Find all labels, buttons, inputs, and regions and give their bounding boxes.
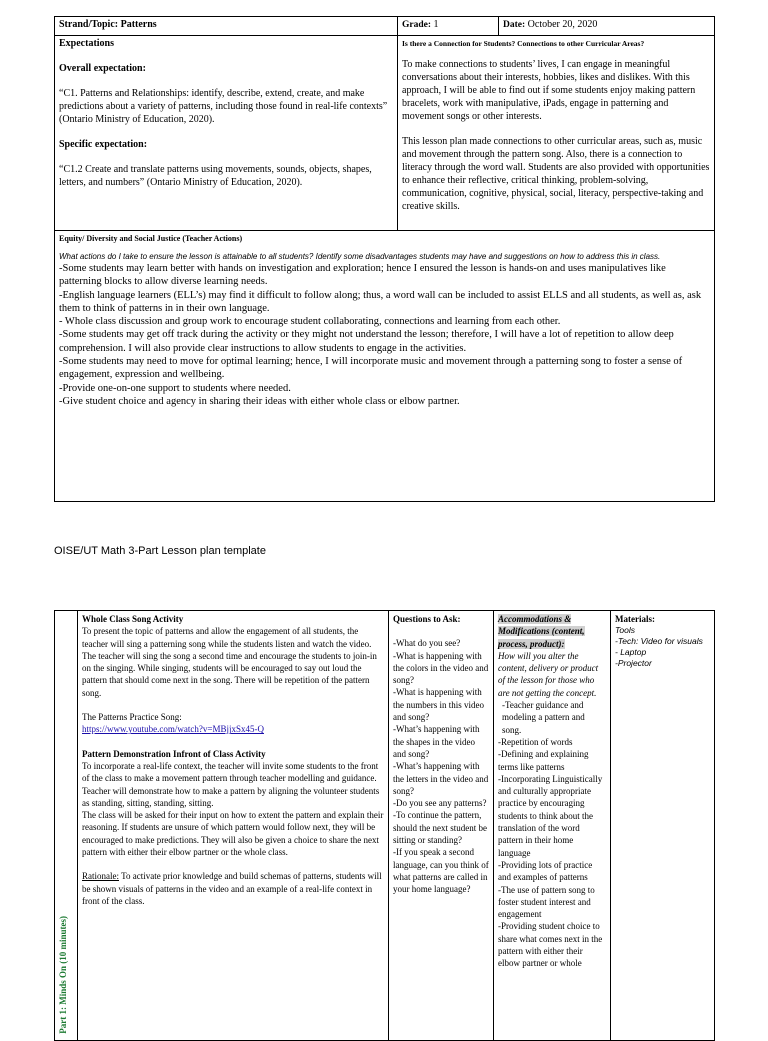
connections-cell bbox=[398, 36, 715, 231]
question-item: -What’s happening with the letters in the video and song? bbox=[393, 761, 489, 796]
song-activity-para-1: To present the topic of patterns and allow the engagement of all students, the teacher will sing a patterning song while the students listen and watch the video. bbox=[82, 626, 372, 649]
questions-heading: Questions to Ask: bbox=[393, 614, 461, 624]
material-item: -Projector bbox=[615, 658, 652, 669]
song-activity-heading: Whole Class Song Activity bbox=[82, 614, 184, 624]
template-title: OISE/UT Math 3-Part Lesson plan template bbox=[54, 545, 266, 557]
demo-activity-heading: Pattern Demonstration Infront of Class Activity bbox=[82, 748, 266, 759]
accommodations-heading: Accommodations & Modifications (content, process, product): bbox=[498, 614, 585, 649]
questions-cell bbox=[389, 611, 494, 1041]
connections-para-2: This lesson plan made connections to other curricular areas, such as, music and movement through the pattern song. Also, there is a connection to literacy through the word wall. Students are also provided with opportunities to enhance their reflective, critical thinking, problem-solving, communication, cognitive, physical, social, literacy, perspective-taking and creative skills. bbox=[402, 136, 710, 212]
connections-para-1: To make connections to students’ lives, I can engage in meaningful conversations about their interests, hobbies, likes and dislikes. With this approach, I will be able to find out if some students enjoy making pattern bracelets, work with manipulative, iPads, engage in patterning and movement songs or other interests. bbox=[402, 59, 696, 122]
accommodation-item: -Defining and explaining terms like patterns bbox=[498, 749, 589, 772]
grade-value: 1 bbox=[433, 19, 439, 30]
question-item: -What is happening with the numbers in this video and song? bbox=[393, 687, 484, 723]
song-activity-para-2: The teacher will sing the song a second time and encourage the students to join-in on the singing. While singing, students will be encouraged to say out loud the pattern that should come next in the song. There will be repetition of the pattern song. bbox=[82, 650, 377, 698]
equity-heading: Equity/ Diversity and Social Justice (Teacher Actions) bbox=[59, 234, 243, 243]
question-item: -What is happening with the colors in the video and song? bbox=[393, 650, 489, 686]
accommodation-item: -Providing student choice to share what comes next in the pattern with either their elbow partner or whole bbox=[498, 921, 603, 969]
rationale-label: Rationale: bbox=[82, 871, 119, 882]
accommodation-item: -Incorporating Linguistically and culturally appropriate practice by encouraging students to think about the translation of the word pattern in their home language bbox=[498, 773, 603, 858]
grade-cell bbox=[398, 17, 499, 36]
accommodation-item: -The use of pattern song to foster student interest and engagement bbox=[498, 884, 595, 920]
materials-cell bbox=[611, 611, 715, 1041]
rationale-text bbox=[82, 870, 384, 907]
question-item: -What’s happening with the shapes in the video and song? bbox=[393, 724, 480, 759]
activity-cell bbox=[78, 611, 389, 1041]
connections-question: Is there a Connection for Students? Connections to other Curricular Areas? bbox=[402, 39, 645, 48]
song-label: The Patterns Practice Song: bbox=[82, 712, 182, 723]
song-link[interactable]: https://www.youtube.com/watch?v=MBjjxSx45-Q bbox=[82, 724, 264, 735]
accommodations-question: How will you alter the content, delivery or product of the lesson for those who are not getting the concept. bbox=[498, 650, 599, 698]
lesson-info-table bbox=[54, 16, 715, 502]
part-1-label: Part 1: Minds On (10 minutes) bbox=[58, 916, 68, 1034]
accommodation-item: -Providing lots of practice and examples of patterns bbox=[498, 859, 593, 883]
strand-topic-label: Strand/Topic: Patterns bbox=[59, 19, 157, 30]
demo-activity-para-3: The class will be asked for their input on how to extent the pattern and explain their reasoning. If students are unsure of which pattern would follow next, they will be encouraged to make predictions. They will also be given a choice to share the next pattern with either their elbow partner or the whole class. bbox=[82, 810, 384, 858]
rationale-body: To activate prior knowledge and build schemas of patterns, students will be shown visuals of patterns in the video and an example of a real-life context in front of the class. bbox=[82, 871, 382, 906]
expectations-heading: Expectations bbox=[59, 38, 114, 49]
strand-topic-cell bbox=[55, 17, 398, 36]
specific-expectation-text: “C1.2 Create and translate patterns using movements, sounds, objects, shapes, letters, and numbers” (Ontario Ministry of Education, 2020). bbox=[59, 164, 372, 188]
equity-question: What actions do I take to ensure the lesson is attainable to all students? Identify some disadvantages students may have and suggestions on how to address this in class. bbox=[59, 252, 661, 261]
equity-point: -Provide one-on-one support to students where needed. bbox=[59, 382, 291, 394]
equity-point: -Give student choice and agency in sharing their ideas with either whole class or elbow partner. bbox=[59, 395, 460, 407]
lesson-part-table bbox=[54, 610, 715, 1041]
expectations-cell bbox=[55, 36, 398, 231]
accommodations-cell bbox=[494, 611, 611, 1041]
question-item: -If you speak a second language, can you think of what patterns are called in your home language? bbox=[393, 847, 489, 895]
equity-point: -Some students may get off track during the activity or they might not understand the lesson; therefore, I will have a lot of repetition to allow deep comprehension. I will also provide clear instructions to allow students to engage in the activities. bbox=[59, 329, 674, 354]
specific-expectation-heading: Specific expectation: bbox=[59, 139, 148, 150]
date-label: Date: bbox=[503, 20, 526, 30]
date-value: October 20, 2020 bbox=[527, 19, 598, 30]
material-item: -Tech: Video for visuals bbox=[615, 636, 703, 647]
materials-heading: Materials: bbox=[615, 614, 655, 624]
accommodation-item: -Repetition of words bbox=[498, 736, 573, 747]
part-side-cell bbox=[55, 611, 78, 1041]
question-item: -Do you see any patterns? bbox=[393, 798, 487, 809]
accommodation-item: -Teacher guidance and modeling a pattern and song. bbox=[502, 700, 585, 735]
equity-point: - Whole class discussion and group work to encourage student collaborating, connections and learning from each other. bbox=[59, 316, 561, 328]
overall-expectation-text: “C1. Patterns and Relationships: identify, describe, extend, create, and make predictions about a variety of patterns, including those found in real-life contexts” (Ontario Ministry of Education, 2020). bbox=[59, 88, 388, 125]
overall-expectation-heading: Overall expectation: bbox=[59, 63, 146, 74]
date-cell bbox=[499, 17, 715, 36]
equity-point: -Some students may learn better with hands on investigation and exploration; hence I ensured the lesson is hands-on and uses manipulatives like patterning blocks to allow diverse learning needs. bbox=[59, 263, 666, 288]
equity-point: -English language learners (ELL’s) may find it difficult to follow along; thus, a word wall can be included to assist ELLS and all students, as well as, ask them to think of patterns in in their own language. bbox=[59, 289, 702, 314]
demo-activity-para-1: To incorporate a real-life context, the teacher will invite some students to the front of the class to make a movement pattern through teacher modelling and guidance. bbox=[82, 760, 379, 784]
grade-label: Grade: bbox=[402, 20, 432, 30]
question-item: -What do you see? bbox=[393, 638, 461, 649]
demo-activity-para-2: Teacher will demonstrate how to make a pattern by aligning the volunteer students as standing, sitting, standing, sitting. bbox=[82, 785, 380, 808]
equity-points bbox=[59, 262, 710, 408]
equity-point: -Some students may need to move for optimal learning; hence, I will incorporate music and movement through a patterning song to foster a sense of engagement, expression and wellbeing. bbox=[59, 356, 683, 381]
question-item: -To continue the pattern, should the next student be sitting or standing? bbox=[393, 810, 487, 846]
materials-tools: Tools bbox=[615, 625, 636, 636]
equity-cell bbox=[55, 231, 715, 502]
accommodations-heading-wrap bbox=[498, 613, 606, 650]
material-item: - Laptop bbox=[615, 647, 647, 658]
